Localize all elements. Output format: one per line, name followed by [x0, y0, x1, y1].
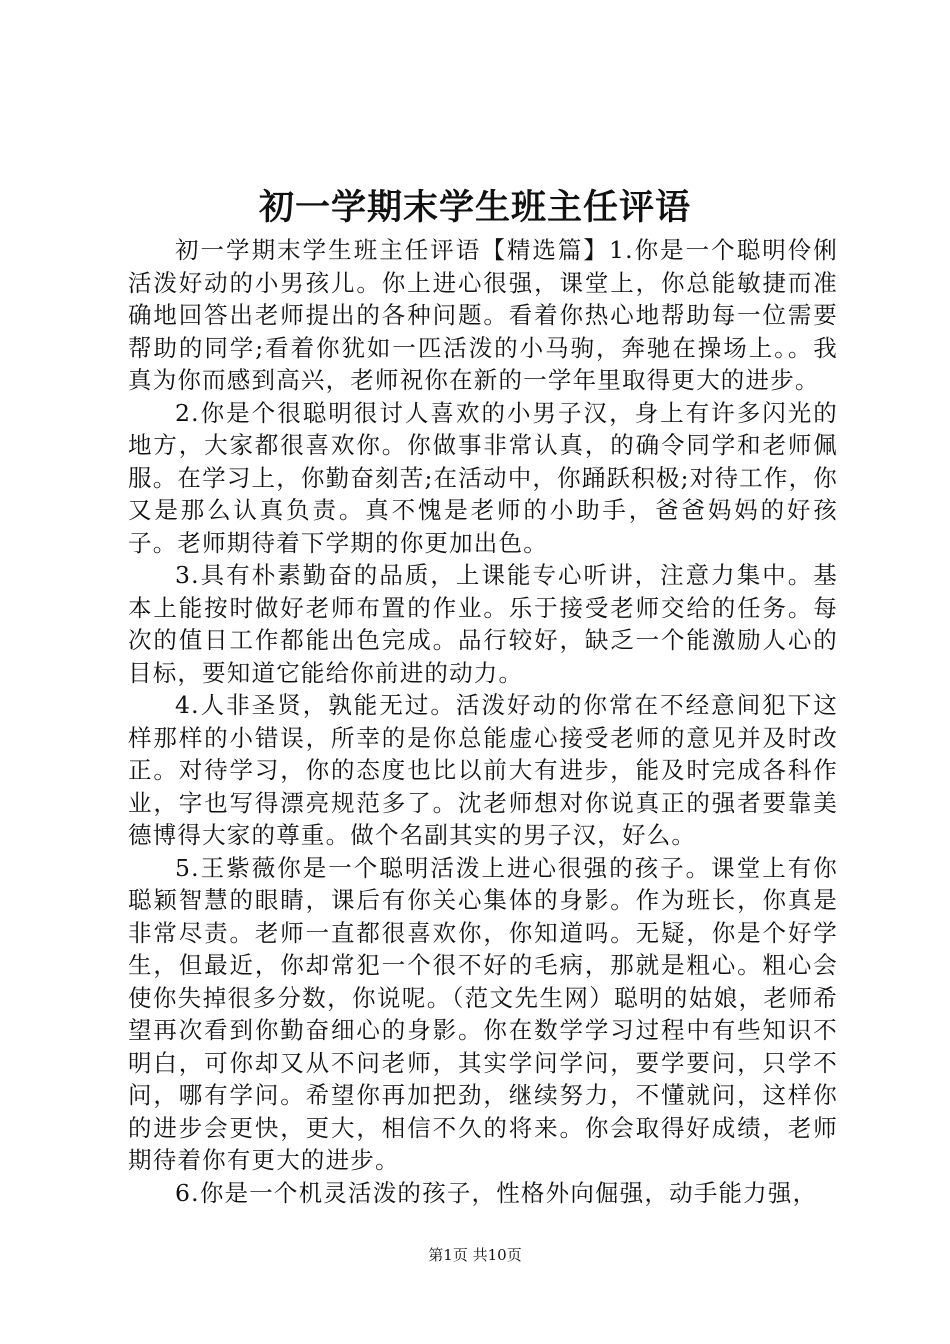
paragraph-5: 5.王紫薇你是一个聪明活泼上进心很强的孩子。课堂上有你聪颖智慧的眼睛，课后有你关心集体的身影。作为班长，你真是非常尽责。老师一直都很喜欢你，你知道吗。无疑，你是个好学生，但最近，你却常犯一个很不好的毛病，那就是粗心。粗心会使你失掉很多分数，你说呢。（范文先生网）聪明的姑娘，老师希望再次看到你勤奋细心的身影。你在数学学习过程中有些知识不明白，可你却又从不问老师，其实学问学问，要学要问，只学不问，哪有学问。希望你再加把劲，继续努力，不懂就问，这样你的进步会更快，更大，相信不久的将来。你会取得好成绩，老师期待着你有更大的进步。	[128, 853, 838, 1174]
document-title: 初一学期末学生班主任评语	[258, 187, 691, 228]
paragraph-6: 6.你是一个机灵活泼的孩子，性格外向倔强，动手能力强，	[175, 1178, 818, 1207]
document-body	[128, 234, 838, 1209]
paragraph-intro-1: 初一学期末学生班主任评语【精选篇】1.你是一个聪明伶俐活泼好动的小男孩儿。你上进心很强，课堂上，你总能敏捷而准确地回答出老师提出的各种问题。看着你热心地帮助每一位需要帮助的同学;看着你犹如一匹活泼的小马驹，奔驰在操场上。。我真为你而感到高兴，老师祝你在新的一学年里取得更大的进步。	[128, 236, 838, 394]
paragraph-2: 2.你是个很聪明很讨人喜欢的小男子汉，身上有许多闪光的地方，大家都很喜欢你。你做事非常认真，的确令同学和老师佩服。在学习上，你勤奋刻苦;在活动中，你踊跃积极;对待工作，你又是那么认真负责。真不愧是老师的小助手，爸爸妈妈的好孩子。老师期待着下学期的你更加出色。	[128, 398, 838, 557]
paragraph-4: 4.人非圣贤，孰能无过。活泼好动的你常在不经意间犯下这样那样的小错误，所幸的是你总能虚心接受老师的意见并及时改正。对待学习，你的态度也比以前大有进步，能及时完成各科作业，字也写得漂亮规范多了。沈老师想对你说真正的强者要靠美德博得大家的尊重。做个名副其实的男子汉，好么。	[128, 691, 838, 849]
paragraph-3: 3.具有朴素勤奋的品质，上课能专心听讲，注意力集中。基本上能按时做好老师布置的作业。乐于接受老师交给的任务。每次的值日工作都能出色完成。品行较好，缺乏一个能激励人心的目标，要知道它能给你前进的动力。	[128, 561, 838, 687]
page-footer: 第1页 共10页	[428, 1246, 522, 1264]
